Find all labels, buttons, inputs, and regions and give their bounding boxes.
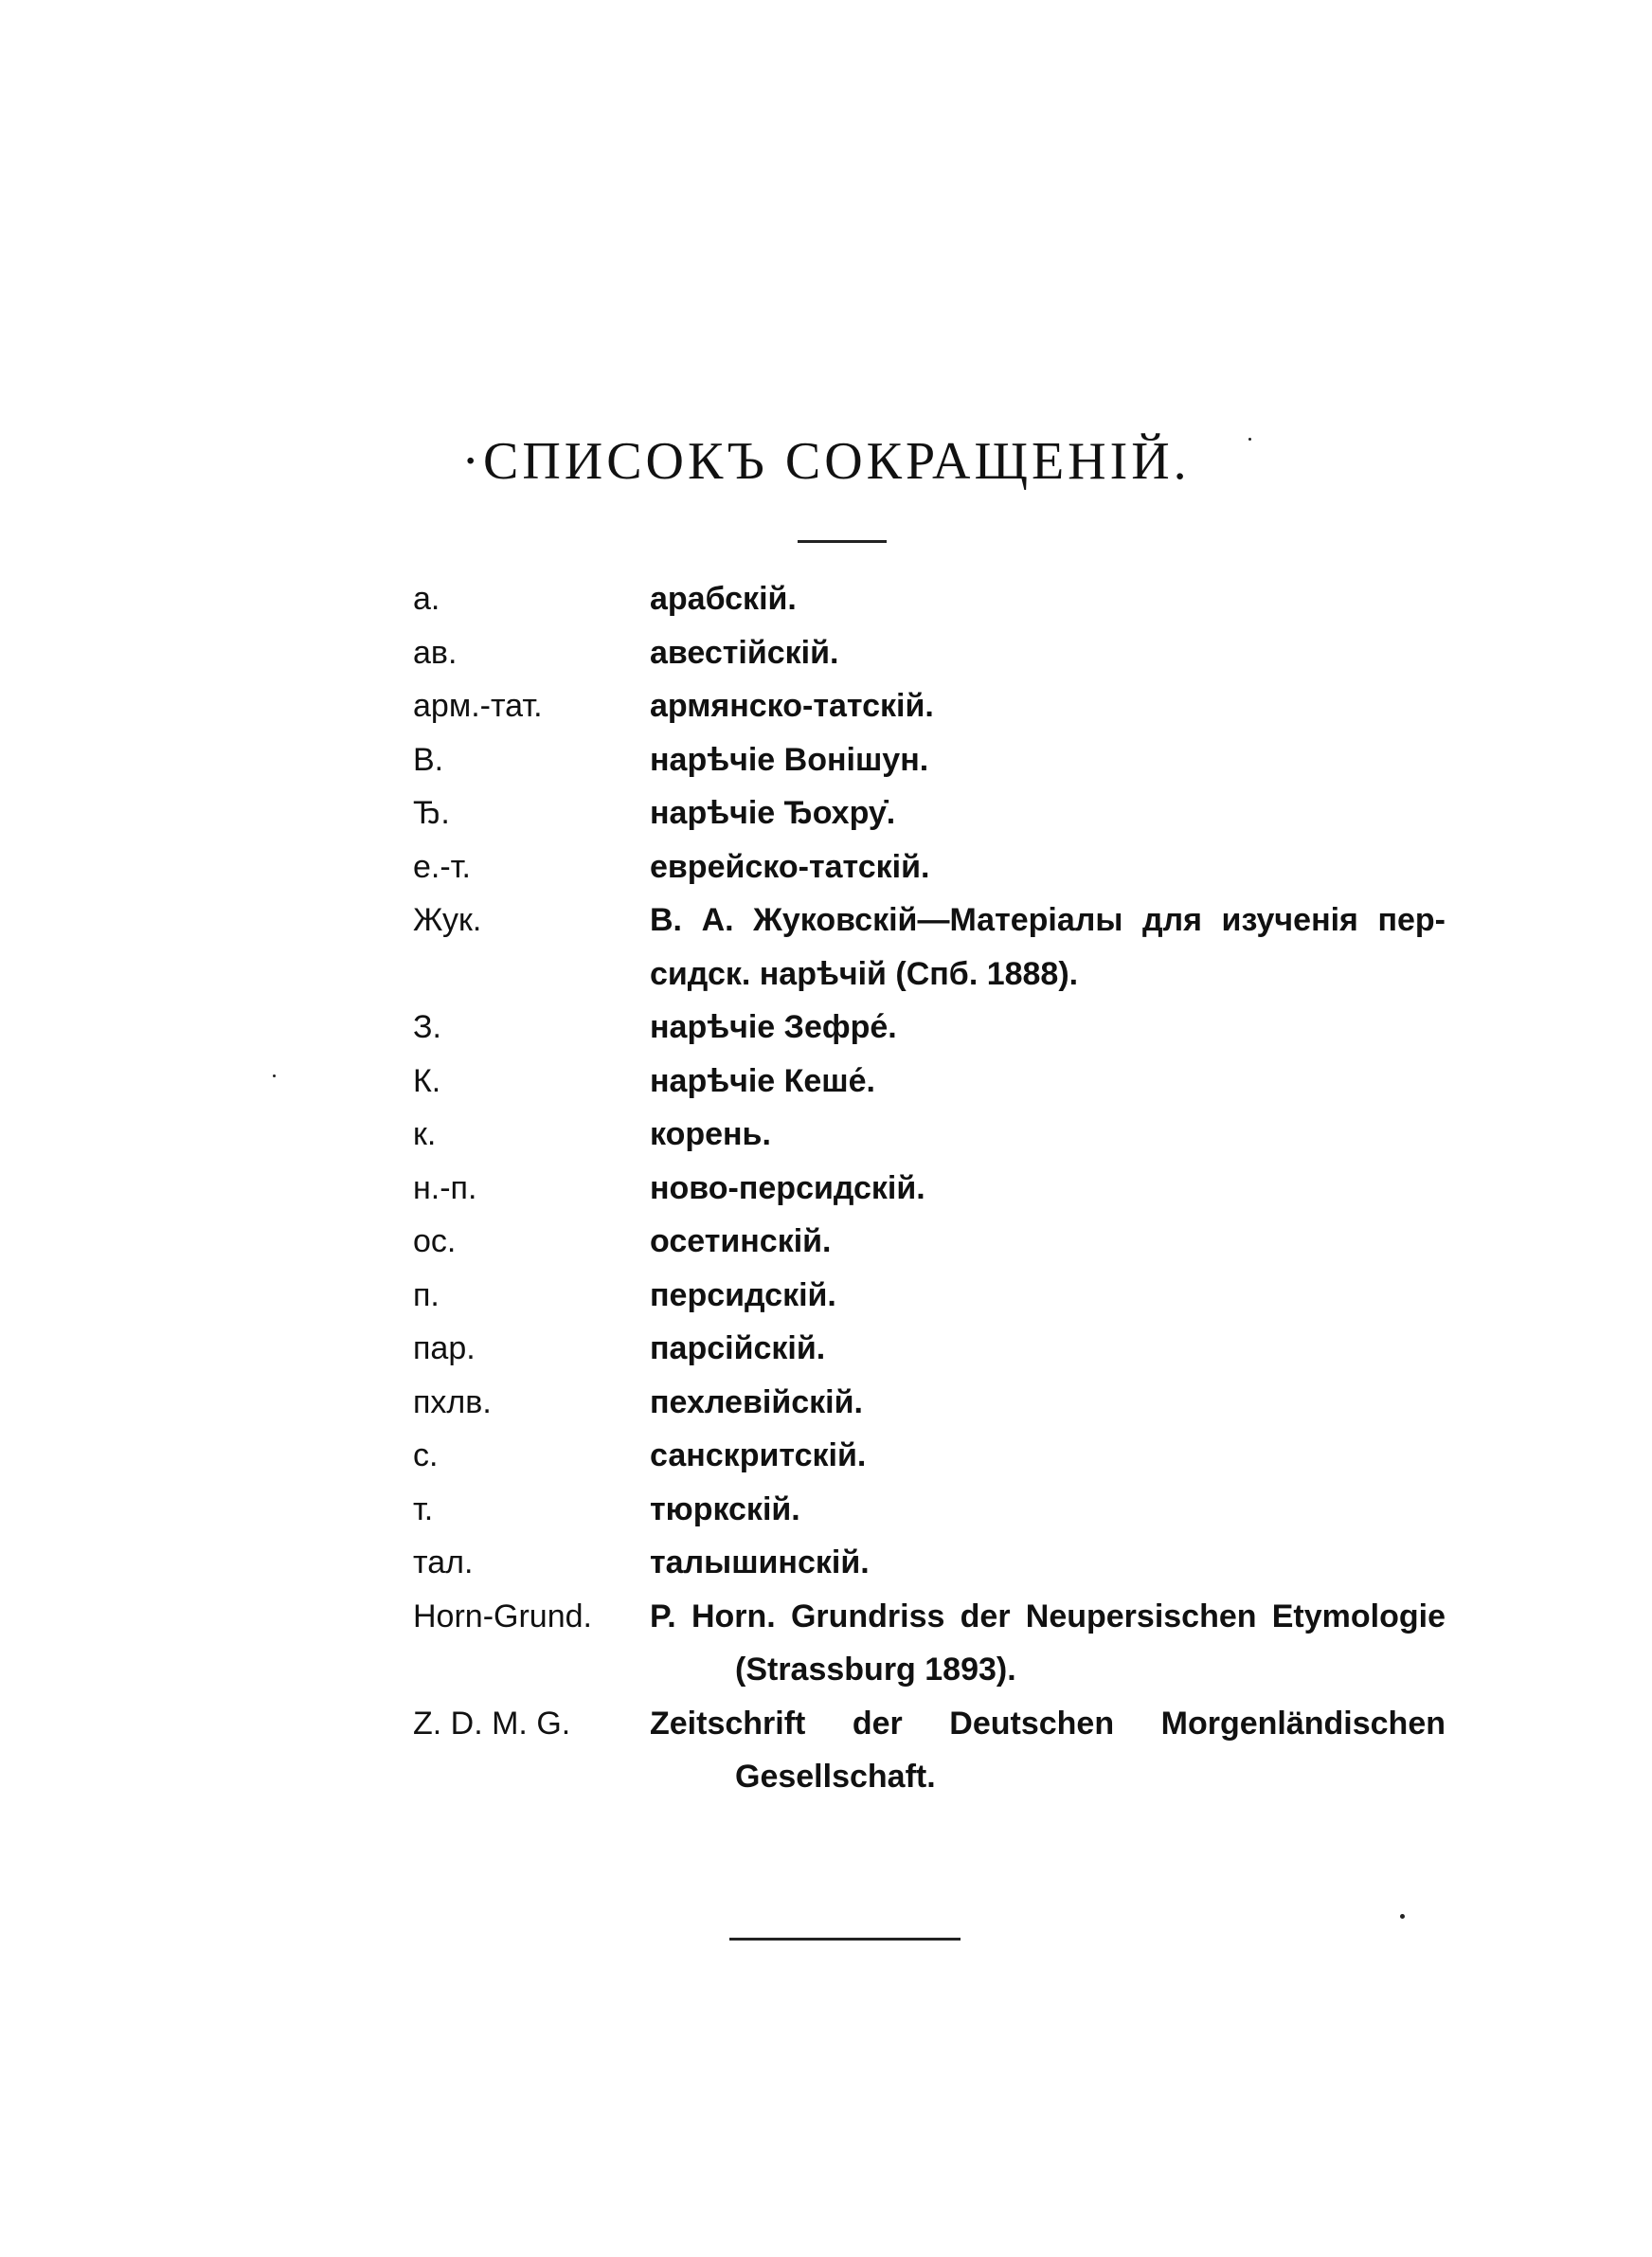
list-item — [413, 572, 1446, 626]
abbreviation: Horn-Grund. — [413, 1598, 592, 1634]
list-item — [413, 786, 1446, 840]
list-item — [413, 1269, 1446, 1323]
meaning-line: сидск. нарѣчій (Спб. 1888). — [650, 955, 1079, 992]
ink-speck — [1400, 1914, 1405, 1919]
abbreviation: пхлв. — [413, 1383, 492, 1420]
abbreviation-meaning: парсійскій. — [650, 1330, 826, 1366]
meaning-line: (Strassburg 1893). — [735, 1652, 1016, 1688]
abbreviation: а. — [413, 581, 440, 617]
list-item — [413, 733, 1446, 787]
meaning-line: P. Horn. Grundriss der Neupersischen Etymologie — [650, 1598, 1446, 1634]
closing-divider — [729, 1938, 961, 1941]
abbreviation: К. — [413, 1062, 441, 1099]
list-item — [413, 1376, 1446, 1430]
abbreviation: н.-п. — [413, 1169, 477, 1206]
list-item — [413, 1055, 1446, 1109]
abbreviation: п. — [413, 1276, 440, 1313]
abbreviation-meaning: нарѣчіе Кеше́. — [650, 1062, 875, 1099]
list-item — [413, 679, 1446, 733]
abbreviation-meaning: еврейско-татскій. — [650, 848, 930, 885]
list-item — [413, 894, 1446, 1001]
abbreviation: пар. — [413, 1330, 476, 1366]
list-item — [413, 626, 1446, 680]
abbreviation-meaning: тюркскій. — [650, 1490, 800, 1527]
meaning-line: Zeitschrift der Deutschen Morgenländischen — [650, 1705, 1446, 1742]
abbreviation-meaning: осетинскій. — [650, 1223, 832, 1259]
list-item — [413, 1108, 1446, 1162]
abbreviation: с. — [413, 1437, 439, 1473]
abbreviation-meaning: персидскій. — [650, 1276, 836, 1313]
abbreviation-meaning: нарѣчіе Зефре́. — [650, 1009, 897, 1045]
abbreviation-meaning: нарѣчіе Вонішун. — [650, 741, 929, 778]
abbreviation-meaning — [650, 1697, 1446, 1804]
list-item — [413, 1483, 1446, 1537]
abbreviation: ав. — [413, 634, 458, 671]
list-item — [413, 840, 1446, 894]
abbreviation-meaning: нарѣчіе Ђохру̇. — [650, 795, 896, 831]
ink-speck — [1248, 438, 1251, 441]
abbreviations-list — [413, 572, 1446, 1804]
list-item — [413, 1215, 1446, 1269]
list-item — [413, 1429, 1446, 1483]
abbreviation-meaning — [650, 1590, 1446, 1697]
meaning-line: Gesellschaft. — [735, 1759, 936, 1795]
abbreviation: Z. D. M. G. — [413, 1705, 571, 1742]
title-divider — [798, 540, 887, 543]
abbreviation: Ђ. — [413, 795, 450, 831]
abbreviation-meaning: армянско-татскій. — [650, 688, 934, 724]
abbreviation-meaning — [650, 894, 1446, 1001]
abbreviation-meaning: корень. — [650, 1116, 771, 1152]
list-item — [413, 1536, 1446, 1590]
list-item — [413, 1697, 1446, 1804]
abbreviation: арм.-тат. — [413, 688, 543, 724]
abbreviation: В. — [413, 741, 444, 778]
abbreviation: е.-т. — [413, 848, 471, 885]
list-item — [413, 1322, 1446, 1376]
list-item — [413, 1001, 1446, 1055]
abbreviation-meaning: ново-персидскій. — [650, 1169, 925, 1206]
abbreviation: т. — [413, 1490, 434, 1527]
page-title: ·СПИСОКЪ СОКРАЩЕНІЙ. — [461, 432, 1191, 491]
abbreviation: к. — [413, 1116, 437, 1152]
list-item — [413, 1590, 1446, 1697]
abbreviation: З. — [413, 1009, 441, 1045]
abbreviation: Жук. — [413, 902, 482, 938]
abbreviation: тал. — [413, 1544, 474, 1580]
abbreviation-meaning: пехлевійскій. — [650, 1383, 863, 1420]
abbreviation: ос. — [413, 1223, 457, 1259]
abbreviation-meaning: арабскій. — [650, 581, 797, 617]
list-item — [413, 1162, 1446, 1216]
abbreviation-meaning: талышинскій. — [650, 1544, 870, 1580]
abbreviation-meaning: санскритскій. — [650, 1437, 867, 1473]
meaning-line: В. А. Жуковскій—Матеріалы для изученія пер- — [650, 902, 1446, 938]
abbreviation-meaning: авестійскій. — [650, 634, 839, 671]
ink-speck — [273, 1074, 276, 1077]
